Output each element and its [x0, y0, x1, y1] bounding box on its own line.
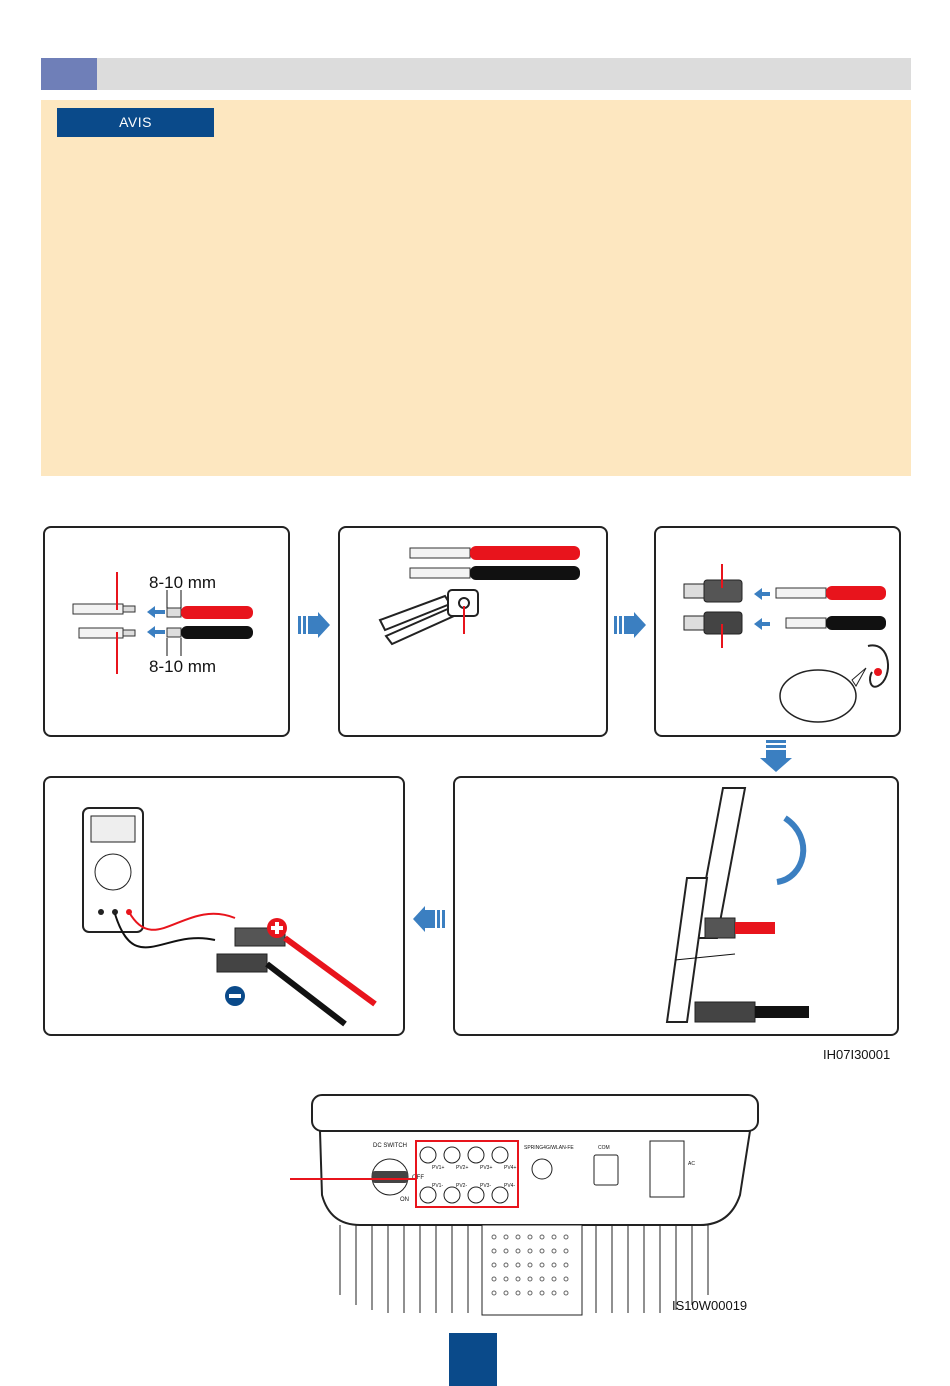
ac-label: AC	[688, 1161, 695, 1167]
crimp-illustration	[340, 528, 606, 735]
wrench-illustration	[455, 778, 897, 1034]
dimension-label-bottom: 8-10 mm	[149, 657, 217, 676]
antenna-port-icon	[532, 1159, 552, 1179]
step-tighten-panel	[453, 776, 899, 1036]
pv2-minus-label: PV2-	[456, 1183, 468, 1189]
next-step-arrow-2	[614, 612, 648, 638]
figure2-id: IS10W00019	[672, 1298, 748, 1313]
ear-icon	[868, 645, 888, 686]
section-number-tab	[41, 58, 97, 90]
metal-contact-top	[73, 604, 135, 614]
pv3-minus-label: PV3-	[480, 1183, 492, 1189]
step-insert-contacts-panel	[654, 526, 901, 737]
dimension-label-top: 8-10 mm	[149, 573, 217, 592]
notice-badge: AVIS	[57, 108, 214, 137]
step-strip-cable-panel	[43, 526, 290, 737]
on-label: ON	[400, 1197, 409, 1203]
figure1-id: IH07I30001	[823, 1047, 891, 1062]
page-number-block	[449, 1333, 497, 1386]
pv1-minus-label: PV1-	[432, 1183, 444, 1189]
notice-box	[41, 100, 911, 476]
pv3-plus-label: PV3+	[480, 1165, 493, 1171]
strip-cable-illustration	[45, 528, 288, 735]
pv1-plus-label: PV1+	[432, 1165, 445, 1171]
section-header-bar	[41, 58, 911, 90]
com-label: COM	[598, 1145, 610, 1151]
wrench-icon	[667, 788, 745, 1022]
negative-connector-icon	[684, 612, 742, 634]
speech-bubble	[780, 670, 856, 722]
pv4-minus-label: PV4-	[504, 1183, 516, 1189]
pv2-plus-label: PV2+	[456, 1165, 469, 1171]
next-step-arrow-down	[760, 740, 792, 772]
step-crimp-panel	[338, 526, 608, 737]
metal-contact-bottom	[79, 628, 135, 638]
multimeter-illustration	[45, 778, 403, 1034]
pv4-plus-label: PV4+	[504, 1165, 517, 1171]
multimeter-icon	[83, 808, 143, 932]
positive-connector-icon	[684, 580, 742, 602]
port-label: SPRING4G/WLAN-FE	[524, 1145, 574, 1151]
ac-connector-icon	[650, 1141, 684, 1197]
dc-switch-label: DC SWITCH	[373, 1143, 407, 1149]
next-step-arrow-left	[413, 906, 447, 932]
step-measure-voltage-panel	[43, 776, 405, 1036]
rotate-arrow-icon	[777, 818, 803, 882]
com-port-icon	[594, 1155, 618, 1185]
next-step-arrow-1	[298, 612, 332, 638]
insert-contacts-illustration	[656, 528, 899, 735]
off-label: OFF	[412, 1175, 424, 1181]
inverter-housing-top	[312, 1095, 758, 1131]
